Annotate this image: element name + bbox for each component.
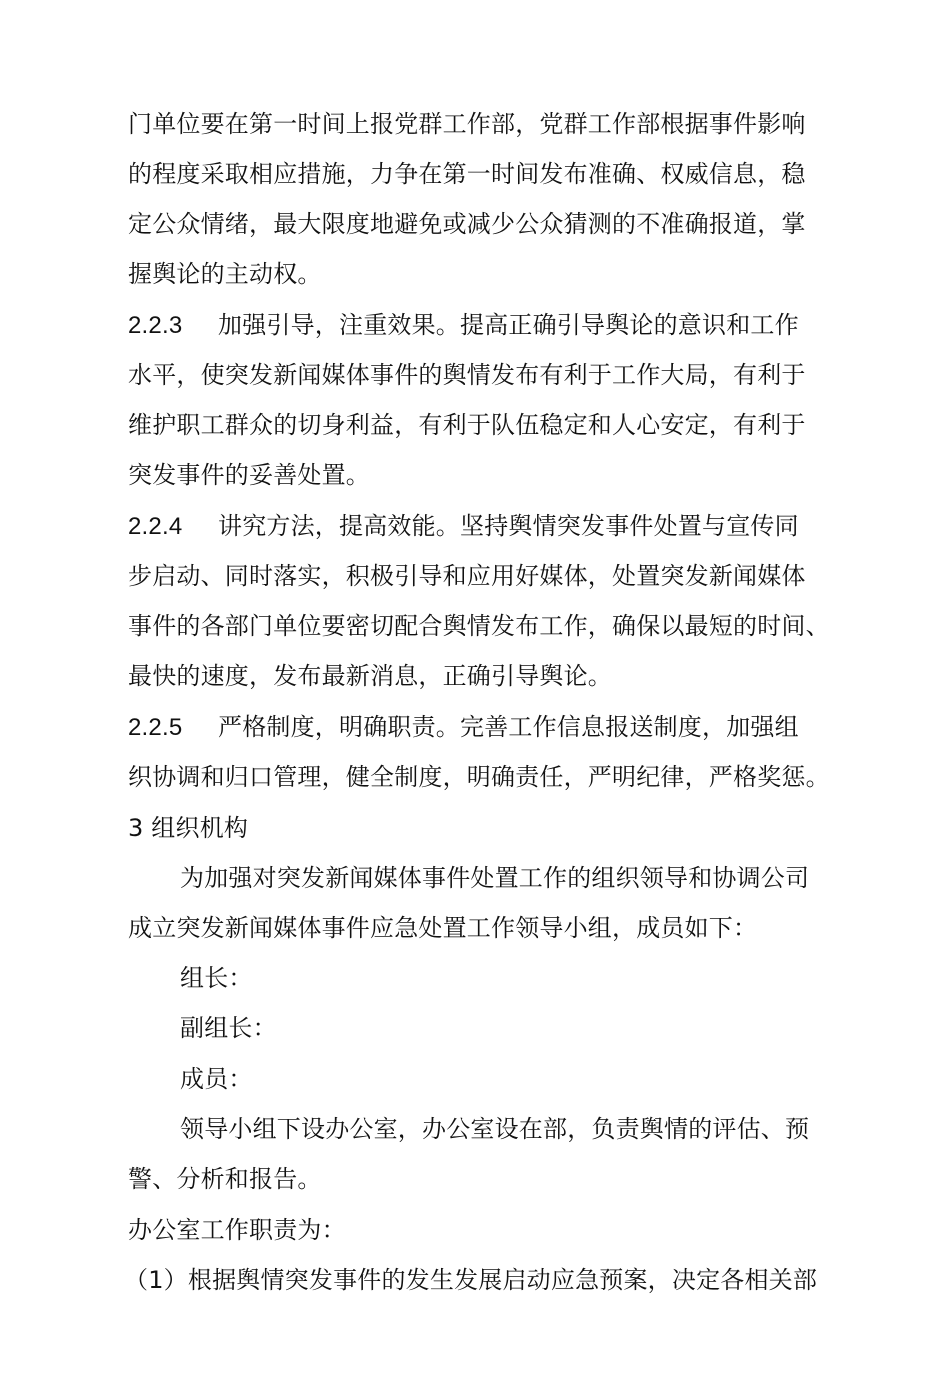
paragraph-line: 定公众情绪，最大限度地避免或减少公众猜测的不准确报道，掌 bbox=[128, 210, 806, 238]
office-duties-heading: 办公室工作职责为： bbox=[128, 1216, 346, 1244]
section-2-2-5-line bbox=[128, 711, 799, 744]
paragraph-line: 突发事件的妥善处置。 bbox=[128, 461, 370, 489]
paragraph-line: 维护职工群众的切身利益，有利于队伍稳定和人心安定，有利于 bbox=[128, 411, 806, 439]
section-text: 严格制度，明确职责。完善工作信息报送制度，加强组 bbox=[218, 713, 799, 741]
group-leader-label: 组长： bbox=[180, 964, 253, 992]
duty-item-1: （1）根据舆情突发事件的发生发展启动应急预案，决定各相关部 bbox=[124, 1266, 818, 1294]
section-text: 加强引导，注重效果。提高正确引导舆论的意识和工作 bbox=[218, 311, 799, 339]
paragraph-line: 最快的速度，发布最新消息，正确引导舆论。 bbox=[128, 662, 612, 690]
section-2-2-4-line bbox=[128, 510, 799, 543]
paragraph-line: 步启动、同时落实，积极引导和应用好媒体，处置突发新闻媒体 bbox=[128, 562, 806, 590]
paragraph-line: 领导小组下设办公室，办公室设在部，负责舆情的评估、预 bbox=[180, 1115, 810, 1143]
section-text: 讲究方法，提高效能。坚持舆情突发事件处置与宣传同 bbox=[218, 512, 799, 540]
heading-organization: 3 组织机构 bbox=[128, 814, 249, 842]
section-number: 2.2.5 bbox=[128, 714, 183, 741]
paragraph-line: 为加强对突发新闻媒体事件处置工作的组织领导和协调公司 bbox=[180, 864, 810, 892]
section-2-2-3-line bbox=[128, 309, 799, 342]
deputy-leader-label: 副组长： bbox=[180, 1014, 277, 1042]
paragraph-line: 的程度采取相应措施，力争在第一时间发布准确、权威信息，稳 bbox=[128, 160, 806, 188]
paragraph-line: 握舆论的主动权。 bbox=[128, 260, 322, 288]
paragraph-line: 织协调和归口管理，健全制度，明确责任，严明纪律，严格奖惩。 bbox=[128, 763, 830, 791]
paragraph-line: 警、分析和报告。 bbox=[128, 1165, 322, 1193]
paragraph-line: 事件的各部门单位要密切配合舆情发布工作，确保以最短的时间、 bbox=[128, 612, 830, 640]
members-label: 成员： bbox=[180, 1065, 253, 1093]
paragraph-line: 成立突发新闻媒体事件应急处置工作领导小组，成员如下： bbox=[128, 914, 758, 942]
paragraph-line: 门单位要在第一时间上报党群工作部，党群工作部根据事件影响 bbox=[128, 110, 806, 138]
section-number: 2.2.3 bbox=[128, 312, 183, 339]
section-number: 2.2.4 bbox=[128, 513, 183, 540]
paragraph-line: 水平，使突发新闻媒体事件的舆情发布有利于工作大局，有利于 bbox=[128, 361, 806, 389]
